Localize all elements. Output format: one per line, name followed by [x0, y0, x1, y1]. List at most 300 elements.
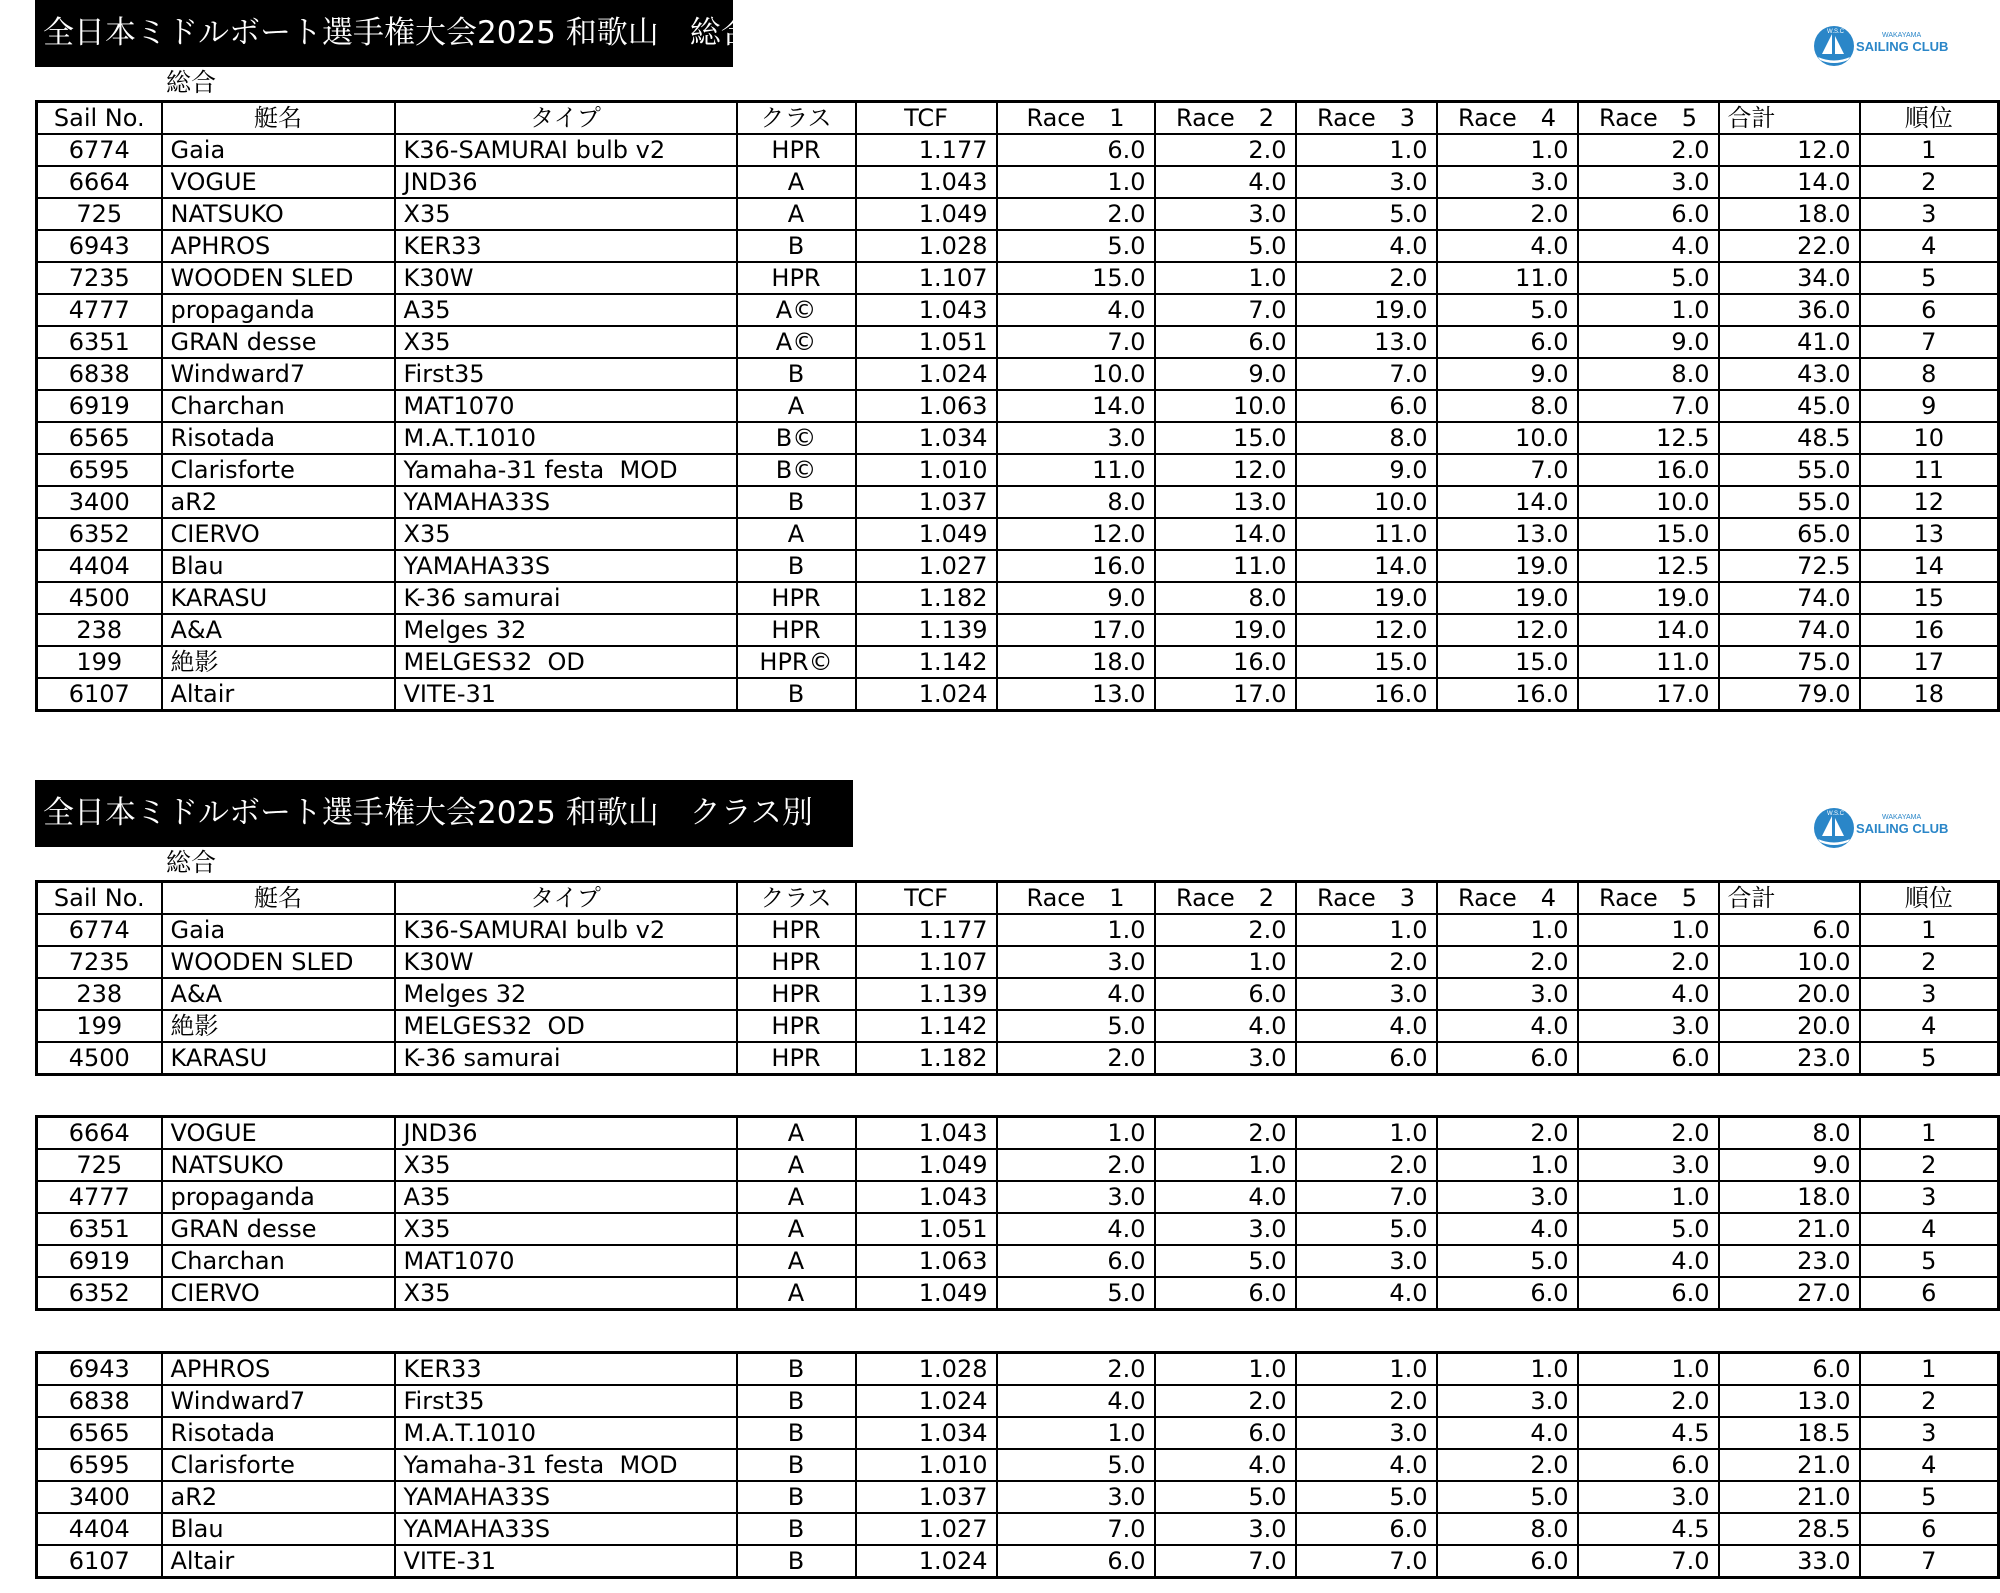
sail-no-cell: 6107	[37, 1545, 162, 1578]
class-subtitle: 総合	[166, 848, 217, 877]
race-2-cell: 3.0	[1155, 1042, 1296, 1075]
class-cell: HPR	[737, 582, 856, 614]
race-4-cell: 2.0	[1437, 1449, 1578, 1481]
class-cell: A	[737, 1277, 856, 1310]
overall-subtitle: 総合	[166, 68, 217, 97]
race-5-cell: 4.5	[1578, 1417, 1719, 1449]
boat-name-cell: propaganda	[162, 1181, 395, 1213]
header-rank: 順位	[1860, 102, 1999, 135]
race-4-cell: 12.0	[1437, 614, 1578, 646]
race-5-cell: 4.0	[1578, 1245, 1719, 1277]
total-cell: 8.0	[1719, 1117, 1860, 1150]
total-cell: 74.0	[1719, 614, 1860, 646]
race-5-cell: 17.0	[1578, 678, 1719, 711]
race-5-cell: 19.0	[1578, 582, 1719, 614]
type-cell: K-36 samurai	[395, 1042, 737, 1075]
total-cell: 23.0	[1719, 1042, 1860, 1075]
sail-no-cell: 6352	[37, 518, 162, 550]
total-cell: 18.0	[1719, 1181, 1860, 1213]
table-row	[37, 486, 1999, 518]
race-3-cell: 2.0	[1296, 1149, 1437, 1181]
svg-text:WAKAYAMA: WAKAYAMA	[1882, 32, 1922, 39]
boat-name-cell: NATSUKO	[162, 1149, 395, 1181]
total-cell: 22.0	[1719, 230, 1860, 262]
table-row	[37, 1245, 1999, 1277]
tcf-cell: 1.142	[856, 646, 997, 678]
table-row	[37, 230, 1999, 262]
tcf-cell: 1.043	[856, 294, 997, 326]
header-sail-no: Sail No.	[37, 882, 162, 915]
rank-cell: 14	[1860, 550, 1999, 582]
race-5-cell: 1.0	[1578, 1353, 1719, 1386]
race-2-cell: 2.0	[1155, 1117, 1296, 1150]
tcf-cell: 1.037	[856, 486, 997, 518]
boat-name-cell: Gaia	[162, 914, 395, 946]
race-1-cell: 6.0	[997, 134, 1155, 166]
header-boat-name: 艇名	[162, 102, 395, 135]
rank-cell: 8	[1860, 358, 1999, 390]
boat-name-cell: CIERVO	[162, 518, 395, 550]
race-3-cell: 5.0	[1296, 1213, 1437, 1245]
class-cell: A	[737, 198, 856, 230]
table-row	[37, 678, 1999, 711]
sail-no-cell: 7235	[37, 262, 162, 294]
race-4-cell: 8.0	[1437, 1513, 1578, 1545]
rank-cell: 7	[1860, 326, 1999, 358]
race-1-cell: 18.0	[997, 646, 1155, 678]
boat-name-cell: A&A	[162, 614, 395, 646]
class-a-results-table	[35, 1115, 2000, 1311]
rank-cell: 1	[1860, 134, 1999, 166]
race-5-cell: 15.0	[1578, 518, 1719, 550]
race-3-cell: 19.0	[1296, 294, 1437, 326]
race-1-cell: 2.0	[997, 1149, 1155, 1181]
sailing-club-logo	[1812, 806, 1952, 850]
race-5-cell: 5.0	[1578, 262, 1719, 294]
race-1-cell: 4.0	[997, 1213, 1155, 1245]
class-cell: A©	[737, 326, 856, 358]
rank-cell: 4	[1860, 1213, 1999, 1245]
class-cell: HPR	[737, 914, 856, 946]
table-row	[37, 1385, 1999, 1417]
total-cell: 12.0	[1719, 134, 1860, 166]
race-3-cell: 19.0	[1296, 582, 1437, 614]
race-5-cell: 2.0	[1578, 946, 1719, 978]
type-cell: M.A.T.1010	[395, 1417, 737, 1449]
rank-cell: 6	[1860, 1277, 1999, 1310]
tcf-cell: 1.027	[856, 550, 997, 582]
race-5-cell: 3.0	[1578, 1149, 1719, 1181]
type-cell: Yamaha-31 festa MOD	[395, 454, 737, 486]
total-cell: 55.0	[1719, 454, 1860, 486]
total-cell: 55.0	[1719, 486, 1860, 518]
svg-text:SAILING CLUB: SAILING CLUB	[1856, 821, 1949, 836]
tcf-cell: 1.051	[856, 326, 997, 358]
class-cell: B	[737, 1385, 856, 1417]
race-5-cell: 1.0	[1578, 1181, 1719, 1213]
sail-no-cell: 725	[37, 198, 162, 230]
race-4-cell: 3.0	[1437, 1385, 1578, 1417]
race-5-cell: 5.0	[1578, 1213, 1719, 1245]
sail-no-cell: 3400	[37, 486, 162, 518]
race-5-cell: 10.0	[1578, 486, 1719, 518]
sail-no-cell: 4500	[37, 1042, 162, 1075]
race-3-cell: 7.0	[1296, 1181, 1437, 1213]
header-total: 合計	[1719, 102, 1860, 135]
race-3-cell: 6.0	[1296, 390, 1437, 422]
type-cell: K36-SAMURAI bulb v2	[395, 914, 737, 946]
svg-text:W.S.C: W.S.C	[1827, 811, 1845, 817]
sail-no-cell: 725	[37, 1149, 162, 1181]
class-cell: B©	[737, 422, 856, 454]
race-2-cell: 3.0	[1155, 1513, 1296, 1545]
class-cell: HPR	[737, 946, 856, 978]
race-4-cell: 3.0	[1437, 166, 1578, 198]
table-row	[37, 166, 1999, 198]
svg-text:W.S.C: W.S.C	[1827, 29, 1845, 35]
type-cell: JND36	[395, 166, 737, 198]
race-3-cell: 3.0	[1296, 1245, 1437, 1277]
race-1-cell: 16.0	[997, 550, 1155, 582]
race-2-cell: 2.0	[1155, 914, 1296, 946]
class-cell: B	[737, 678, 856, 711]
race-1-cell: 5.0	[997, 1277, 1155, 1310]
sail-no-cell: 4777	[37, 1181, 162, 1213]
race-4-cell: 5.0	[1437, 1245, 1578, 1277]
race-3-cell: 5.0	[1296, 198, 1437, 230]
race-3-cell: 4.0	[1296, 1449, 1437, 1481]
race-4-cell: 3.0	[1437, 978, 1578, 1010]
class-cell: A©	[737, 294, 856, 326]
race-3-cell: 2.0	[1296, 262, 1437, 294]
tcf-cell: 1.049	[856, 1149, 997, 1181]
rank-cell: 6	[1860, 1513, 1999, 1545]
tcf-cell: 1.063	[856, 390, 997, 422]
class-cell: B	[737, 230, 856, 262]
boat-name-cell: WOODEN SLED	[162, 262, 395, 294]
class-cell: HPR	[737, 262, 856, 294]
race-1-cell: 3.0	[997, 1181, 1155, 1213]
rank-cell: 15	[1860, 582, 1999, 614]
type-cell: Melges 32	[395, 614, 737, 646]
table-row	[37, 1213, 1999, 1245]
race-2-cell: 2.0	[1155, 134, 1296, 166]
header-race-3: Race 3	[1296, 102, 1437, 135]
race-4-cell: 2.0	[1437, 946, 1578, 978]
race-1-cell: 14.0	[997, 390, 1155, 422]
race-2-cell: 6.0	[1155, 326, 1296, 358]
rank-cell: 16	[1860, 614, 1999, 646]
table-row	[37, 358, 1999, 390]
total-cell: 27.0	[1719, 1277, 1860, 1310]
type-cell: M.A.T.1010	[395, 422, 737, 454]
boat-name-cell: WOODEN SLED	[162, 946, 395, 978]
rank-cell: 10	[1860, 422, 1999, 454]
table-row	[37, 1513, 1999, 1545]
type-cell: First35	[395, 358, 737, 390]
rank-cell: 2	[1860, 1149, 1999, 1181]
table-row	[37, 1449, 1999, 1481]
race-5-cell: 12.5	[1578, 422, 1719, 454]
header-class: クラス	[737, 882, 856, 915]
class-cell: A	[737, 1245, 856, 1277]
header-tcf: TCF	[856, 102, 997, 135]
type-cell: X35	[395, 1277, 737, 1310]
type-cell: YAMAHA33S	[395, 1513, 737, 1545]
type-cell: First35	[395, 1385, 737, 1417]
race-1-cell: 13.0	[997, 678, 1155, 711]
race-5-cell: 2.0	[1578, 1385, 1719, 1417]
rank-cell: 3	[1860, 1181, 1999, 1213]
total-cell: 79.0	[1719, 678, 1860, 711]
race-3-cell: 3.0	[1296, 1417, 1437, 1449]
rank-cell: 9	[1860, 390, 1999, 422]
race-2-cell: 4.0	[1155, 166, 1296, 198]
race-2-cell: 15.0	[1155, 422, 1296, 454]
race-3-cell: 1.0	[1296, 1117, 1437, 1150]
race-3-cell: 3.0	[1296, 978, 1437, 1010]
rank-cell: 3	[1860, 1417, 1999, 1449]
rank-cell: 18	[1860, 678, 1999, 711]
race-1-cell: 9.0	[997, 582, 1155, 614]
header-tcf: TCF	[856, 882, 997, 915]
type-cell: YAMAHA33S	[395, 1481, 737, 1513]
sail-no-cell: 6774	[37, 914, 162, 946]
rank-cell: 4	[1860, 1010, 1999, 1042]
boat-name-cell: KARASU	[162, 582, 395, 614]
race-5-cell: 9.0	[1578, 326, 1719, 358]
race-2-cell: 3.0	[1155, 1213, 1296, 1245]
race-3-cell: 13.0	[1296, 326, 1437, 358]
total-cell: 21.0	[1719, 1213, 1860, 1245]
race-2-cell: 9.0	[1155, 358, 1296, 390]
type-cell: MELGES32 OD	[395, 1010, 737, 1042]
table-row	[37, 914, 1999, 946]
race-4-cell: 1.0	[1437, 1353, 1578, 1386]
race-1-cell: 4.0	[997, 1385, 1155, 1417]
sail-no-cell: 4777	[37, 294, 162, 326]
race-5-cell: 14.0	[1578, 614, 1719, 646]
race-2-cell: 14.0	[1155, 518, 1296, 550]
sail-no-cell: 6595	[37, 454, 162, 486]
sail-no-cell: 6351	[37, 1213, 162, 1245]
sail-no-cell: 3400	[37, 1481, 162, 1513]
total-cell: 20.0	[1719, 1010, 1860, 1042]
race-5-cell: 4.5	[1578, 1513, 1719, 1545]
sail-no-cell: 6919	[37, 1245, 162, 1277]
race-3-cell: 11.0	[1296, 518, 1437, 550]
boat-name-cell: 絶影	[162, 1010, 395, 1042]
race-2-cell: 13.0	[1155, 486, 1296, 518]
boat-name-cell: KARASU	[162, 1042, 395, 1075]
tcf-cell: 1.034	[856, 1417, 997, 1449]
tcf-cell: 1.024	[856, 678, 997, 711]
header-race-1: Race 1	[997, 102, 1155, 135]
race-5-cell: 7.0	[1578, 390, 1719, 422]
race-2-cell: 1.0	[1155, 1353, 1296, 1386]
sail-no-cell: 6943	[37, 1353, 162, 1386]
sail-no-cell: 6838	[37, 358, 162, 390]
race-1-cell: 1.0	[997, 1117, 1155, 1150]
total-cell: 21.0	[1719, 1449, 1860, 1481]
rank-cell: 3	[1860, 198, 1999, 230]
tcf-cell: 1.043	[856, 1181, 997, 1213]
race-5-cell: 6.0	[1578, 198, 1719, 230]
race-1-cell: 5.0	[997, 230, 1155, 262]
race-2-cell: 4.0	[1155, 1181, 1296, 1213]
race-1-cell: 3.0	[997, 946, 1155, 978]
race-4-cell: 4.0	[1437, 1417, 1578, 1449]
class-cell: HPR	[737, 1042, 856, 1075]
type-cell: MAT1070	[395, 1245, 737, 1277]
type-cell: VITE-31	[395, 678, 737, 711]
total-cell: 23.0	[1719, 1245, 1860, 1277]
boat-name-cell: Risotada	[162, 422, 395, 454]
boat-name-cell: Altair	[162, 1545, 395, 1578]
overall-title-banner: 全日本ミドルボート選手権大会2025 和歌山 総合	[35, 0, 733, 67]
race-5-cell: 4.0	[1578, 230, 1719, 262]
race-1-cell: 15.0	[997, 262, 1155, 294]
sail-no-cell: 6838	[37, 1385, 162, 1417]
total-cell: 10.0	[1719, 946, 1860, 978]
race-1-cell: 3.0	[997, 422, 1155, 454]
total-cell: 13.0	[1719, 1385, 1860, 1417]
total-cell: 33.0	[1719, 1545, 1860, 1578]
type-cell: KER33	[395, 230, 737, 262]
race-1-cell: 2.0	[997, 198, 1155, 230]
race-4-cell: 19.0	[1437, 550, 1578, 582]
type-cell: K-36 samurai	[395, 582, 737, 614]
class-b-results-table	[35, 1351, 2000, 1579]
rank-cell: 2	[1860, 946, 1999, 978]
race-4-cell: 8.0	[1437, 390, 1578, 422]
rank-cell: 5	[1860, 1245, 1999, 1277]
boat-name-cell: Windward7	[162, 1385, 395, 1417]
rank-cell: 6	[1860, 294, 1999, 326]
table-row	[37, 1353, 1999, 1386]
header-race-5: Race 5	[1578, 102, 1719, 135]
race-5-cell: 3.0	[1578, 166, 1719, 198]
race-2-cell: 19.0	[1155, 614, 1296, 646]
race-2-cell: 1.0	[1155, 946, 1296, 978]
race-3-cell: 4.0	[1296, 1277, 1437, 1310]
race-3-cell: 4.0	[1296, 230, 1437, 262]
tcf-cell: 1.028	[856, 1353, 997, 1386]
tcf-cell: 1.107	[856, 262, 997, 294]
race-4-cell: 1.0	[1437, 134, 1578, 166]
race-4-cell: 4.0	[1437, 1010, 1578, 1042]
race-1-cell: 17.0	[997, 614, 1155, 646]
header-race-1: Race 1	[997, 882, 1155, 915]
race-5-cell: 1.0	[1578, 294, 1719, 326]
class-cell: B	[737, 550, 856, 582]
race-5-cell: 4.0	[1578, 978, 1719, 1010]
tcf-cell: 1.049	[856, 518, 997, 550]
boat-name-cell: CIERVO	[162, 1277, 395, 1310]
sail-no-cell: 6352	[37, 1277, 162, 1310]
race-3-cell: 14.0	[1296, 550, 1437, 582]
race-5-cell: 3.0	[1578, 1481, 1719, 1513]
svg-text:SAILING CLUB: SAILING CLUB	[1856, 39, 1949, 54]
race-3-cell: 3.0	[1296, 166, 1437, 198]
table-row	[37, 1277, 1999, 1310]
boat-name-cell: GRAN desse	[162, 326, 395, 358]
header-total: 合計	[1719, 882, 1860, 915]
rank-cell: 4	[1860, 1449, 1999, 1481]
race-1-cell: 7.0	[997, 326, 1155, 358]
race-2-cell: 7.0	[1155, 294, 1296, 326]
race-4-cell: 11.0	[1437, 262, 1578, 294]
type-cell: JND36	[395, 1117, 737, 1150]
race-1-cell: 2.0	[997, 1353, 1155, 1386]
race-1-cell: 1.0	[997, 1417, 1155, 1449]
total-cell: 21.0	[1719, 1481, 1860, 1513]
table-row	[37, 454, 1999, 486]
tcf-cell: 1.139	[856, 978, 997, 1010]
race-4-cell: 10.0	[1437, 422, 1578, 454]
race-1-cell: 11.0	[997, 454, 1155, 486]
rank-cell: 17	[1860, 646, 1999, 678]
boat-name-cell: Clarisforte	[162, 1449, 395, 1481]
race-2-cell: 10.0	[1155, 390, 1296, 422]
table-row	[37, 262, 1999, 294]
total-cell: 28.5	[1719, 1513, 1860, 1545]
boat-name-cell: propaganda	[162, 294, 395, 326]
type-cell: X35	[395, 1213, 737, 1245]
race-5-cell: 8.0	[1578, 358, 1719, 390]
tcf-cell: 1.027	[856, 1513, 997, 1545]
race-4-cell: 9.0	[1437, 358, 1578, 390]
sail-no-cell: 199	[37, 1010, 162, 1042]
race-4-cell: 1.0	[1437, 914, 1578, 946]
rank-cell: 1	[1860, 914, 1999, 946]
table-row	[37, 978, 1999, 1010]
race-2-cell: 3.0	[1155, 198, 1296, 230]
race-4-cell: 5.0	[1437, 294, 1578, 326]
tcf-cell: 1.010	[856, 454, 997, 486]
tcf-cell: 1.043	[856, 166, 997, 198]
race-2-cell: 6.0	[1155, 1417, 1296, 1449]
class-cell: A	[737, 1213, 856, 1245]
boat-name-cell: NATSUKO	[162, 198, 395, 230]
class-cell: B	[737, 1481, 856, 1513]
race-4-cell: 6.0	[1437, 1545, 1578, 1578]
sail-no-cell: 6664	[37, 1117, 162, 1150]
header-boat-name: 艇名	[162, 882, 395, 915]
type-cell: X35	[395, 518, 737, 550]
race-4-cell: 5.0	[1437, 1481, 1578, 1513]
race-3-cell: 2.0	[1296, 946, 1437, 978]
header-race-2: Race 2	[1155, 882, 1296, 915]
table-row	[37, 1417, 1999, 1449]
race-4-cell: 2.0	[1437, 198, 1578, 230]
race-1-cell: 7.0	[997, 1513, 1155, 1545]
race-1-cell: 6.0	[997, 1245, 1155, 1277]
class-title-banner: 全日本ミドルボート選手権大会2025 和歌山 クラス別	[35, 780, 853, 847]
race-5-cell: 2.0	[1578, 134, 1719, 166]
race-2-cell: 1.0	[1155, 262, 1296, 294]
total-cell: 34.0	[1719, 262, 1860, 294]
table-row	[37, 646, 1999, 678]
class-cell: B	[737, 1513, 856, 1545]
race-2-cell: 12.0	[1155, 454, 1296, 486]
tcf-cell: 1.177	[856, 134, 997, 166]
class-cell: B	[737, 358, 856, 390]
race-1-cell: 3.0	[997, 1481, 1155, 1513]
class-cell: A	[737, 518, 856, 550]
tcf-cell: 1.142	[856, 1010, 997, 1042]
boat-name-cell: Charchan	[162, 1245, 395, 1277]
